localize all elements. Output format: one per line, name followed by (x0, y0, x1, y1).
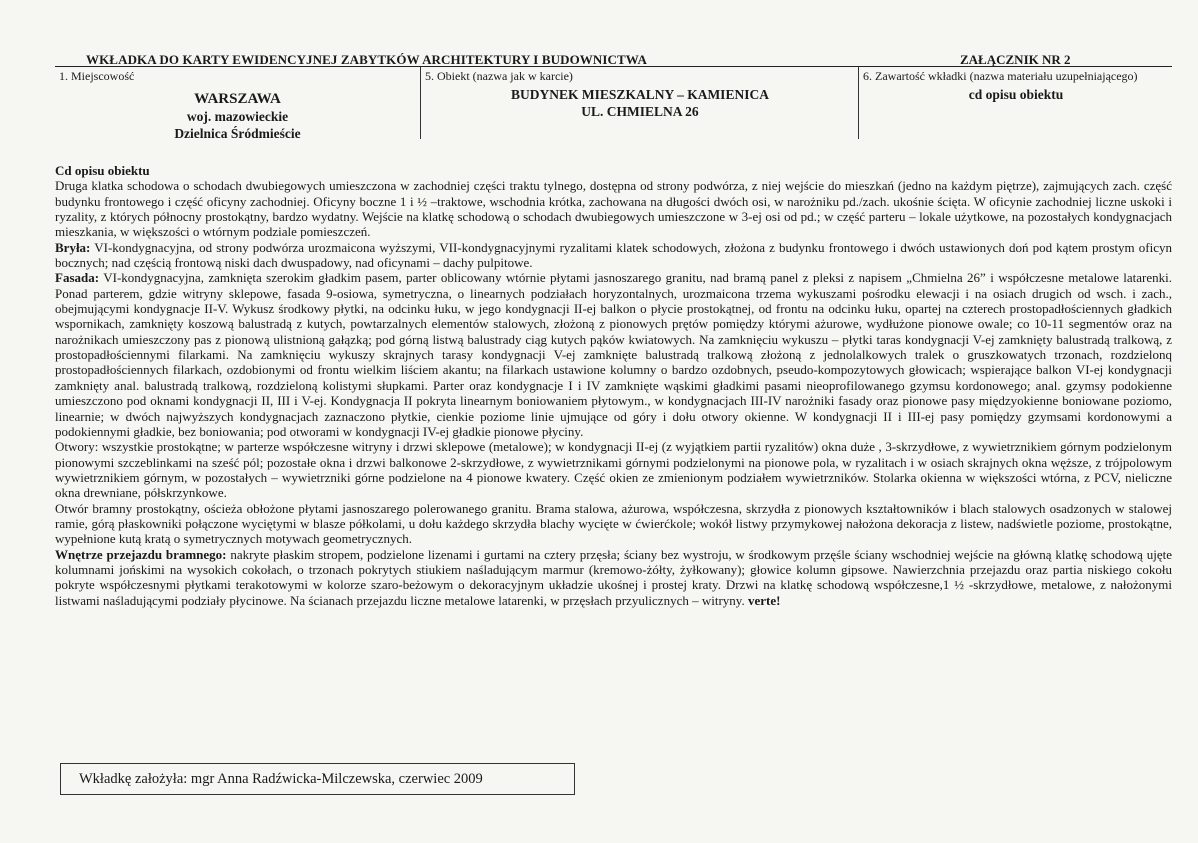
author-note-box (60, 763, 575, 795)
intro-paragraph: Druga klatka schodowa o schodach dwubiegowych umieszczona w zachodniej części traktu tylnego, dostępna od strony podwórza, z niej wejście do mieszkań (jedno na każdym piętrze), zajmujących zach. część budynku frontowego i część oficyny zachodniej. Oficyny boczne 1 i ½ –traktowe, wschodnia krótka, zachowana na długości dwóch osi, w narożniku pd./zach. ukośnie ścięta. W oficynie zachodniej liczne uskoki i ryzality, z których północny prostokątny, bardzo wydatny. Wejście na klatkę schodową o schodach dwubiegowych umieszczone w 3-ej osi od pd.; w część parteru – lokale użytkowe, na pozostałych kondygnacjach mieszkania, w większości o wtórnym podziale pomieszczeń. (55, 178, 1172, 240)
wnetrze-paragraph (55, 547, 1172, 608)
locality-label: 1. Miejscowość (59, 69, 135, 83)
bryla-heading: Bryła: (55, 239, 91, 255)
document-title: WKŁADKA DO KARTY EWIDENCYJNEJ ZABYTKÓW ARCHITEKTURY I BUDOWNICTWA (86, 52, 647, 67)
otwor-bramny-paragraph: Otwór bramny prostokątny, ościeża obłożone płytami jasnoszarego polerowanego granitu. Brama stalowa, ażurowa, współczesna, skrzydła z pionowych kształtowników i blach stalowych osadzonych w stalowej ramie, górą płaskowniki połączone wyciętymi w blasze półkolami, u dołu każdego skrzydła blachy wycięte w ćwierćkole; wokół listwy przymykowej nałożona dekoracja z listew, nadświetle poziome, prostokątne, wypełnione kutą kratą o symetrycznych motywach geometrycznych. (55, 500, 1172, 547)
bryla-text: VI-kondygnacyjna, od strony podwórza urozmaicona wyższymi, VII-kondygnacyjnymi ryzalitami klatek schodowych, złożona z budynku frontowego i dwóch ustawionych doń pod kątem prostym oficyn bocznych; nad częścią frontową niski dach dwuspadowy, nad oficynami – dachy pulpitowe. (55, 239, 1172, 271)
content-value: cd opisu obiektu (968, 87, 1064, 102)
bryla-paragraph (55, 240, 1172, 271)
description-body (55, 163, 1172, 608)
locality-district: Dzielnica Śródmieście (174, 126, 301, 141)
section-heading: Cd opisu obiektu (55, 163, 150, 178)
locality-city: WARSZAWA (194, 91, 281, 107)
object-address: UL. CHMIELNA 26 (581, 104, 699, 119)
content-cell (858, 67, 1173, 139)
fasada-heading: Fasada: (55, 270, 100, 286)
wnetrze-text: nakryte płaskim stropem, podzielone lizenami i gurtami na cztery przęsła; ściany bez wystroju, w środkowym przęśle ściany wschodniej wejście na główną klatkę schodową ujęte kolumnami jońskimi na wysokich cokołach, o trzonach pokrytych stiukiem naśladującym marmur (kremowo-żółty, żyłkowany); głowice kolumn gipsowe. Nawierzchnia przejazdu oraz partia niskiego cokołu pokryte współczesnymi płytkami terakotowymi w kolorze szaro-beżowym o dekoracyjnym układzie ukośnej i prostej kraty. Drzwi na klatkę schodową współczesne,1 ½ -skrzydłowe, metalowe, z nałożonymi listwami naśladującymi podziały płycinowe. Na ścianach przejazdu liczne metalowe latarenki, w przęsłach przyulicznych – witryny. (55, 546, 1172, 608)
content-label: 6. Zawartość wkładki (nazwa materiału uzupełniającego) (863, 69, 1138, 83)
object-cell (420, 67, 859, 139)
author-note: Wkładkę założyła: mgr Anna Radźwicka-Milczewska, czerwiec 2009 (79, 771, 483, 787)
object-name: BUDYNEK MIESZKALNY – KAMIENICA (511, 87, 769, 102)
fasada-text: VI-kondygnacyjna, zamknięta szerokim gładkim pasem, parter oblicowany wtórnie płytami jasnoszarego granitu, nad bramą panel z pleksi z napisem „Chmielna 26” i współczesne metalowe latarenki. Ponad parterem, gdzie witryny sklepowe, fasada 9-osiowa, symetryczna, o linearnych podziałach horyzontalnych, urozmaicona trzema wykuszami pośrodku elewacji i na osiach drugich od wsch. i zach., obejmującymi kondygnacje II-V. Wykusz środkowy płytki, na odcinku łuku, w jego kondygnacji II-ej balkon o płycie prostokątnej, od frontu na odcinku łuku, opartej na czterech prostopadłościennych gładkich wspornikach, zamknięty koszową balustradą z kutych, powtarzalnych elementów stalowych, złożoną z pionowych prętów pomiędzy którymi ażurowe, wydłużone pionowe owale; co 10-11 segmentów oraz na narożnikach umieszczony pas z pionową ulistnioną gałązką; pod górną listwą balustrady ciąg kutych pąków kwiatowych. Na zamknięciu wykuszu – płytki taras kondygnacji V-ej zamknięty balustradą tralkową, z prostopadłościennymi filarkami. Na zamknięciu wykuszy skrajnych tarasy kondygnacji V-ej zamknięte balustradą tralkową złożoną z jednolalkowych tralek o gruszkowatych trzonach, rozdzielonq prostopadłościennych filarkach, ozdobionymi od frontu wielkim liściem akantu; na filarkach ustawione kolumny o bardzo ozdobnych, pseudo-kompozytowych głowicach; wspierające balkon VI-ej kondygnacji zamknięty anal. balustradą tralkową, rozdzieloną kolistymi słupkami. Parter oraz kondygnacje I i IV zamknięte wąskimi gładkimi pasami nieoprofilowanego gzymsu kordonowego; anal. gzymsy podokienne umieszczono pod oknami kondygnacji II, III i V-ej. Kondygnacja II pokryta linearnym boniowaniem płytowym., w kondygnacjach III-IV narożniki fasady oraz pionowe pasy międzyokienne boniowane poziomo, linearnie; w dwóch najwyższych kondygnacjach zaznaczono płytkie, cienkie poziome linie ujmujące od góry i dołu otwory okienne. W kondygnacji II i III-ej pasy pomiędzy gzymsami kordonowymi a podokiennymi gładkie, bez boniowania; pod otworami w kondygnacji IV-ej gładkie pionowe płyciny. (55, 270, 1172, 439)
object-label: 5. Obiekt (nazwa jak w karcie) (425, 69, 573, 83)
header-table (55, 66, 1172, 141)
wnetrze-heading: Wnętrze przejazdu bramnego: (55, 546, 227, 562)
verte-note: verte! (747, 592, 781, 608)
annex-number: ZAŁĄCZNIK NR 2 (960, 52, 1071, 67)
otwory-paragraph: Otwory: wszystkie prostokątne; w parterze współczesne witryny i drzwi sklepowe (metalowe); w kondygnacji II-ej (z wyjątkiem partii ryzalitów) okna duże , 3-skrzydłowe, z wywietrznikiem górnym podzielonym pionowymi szczeblinkami na sześć pól; pozostałe okna i drzwi balkonowe 2-skrzydłowe, z wywietrznikami górnymi podzielonymi na pionowe pola, w ryzalitach i w osiach skrajnych okna węższe, z trójpolowym wywietrznikiem górnym, w pozostałych – wywietrzniki górne podzielone na 4 pionowe kwatery. Część okien ze zmienionym podziałem wywietrzników. Stolarka okienna w większości wtórna, z PCV, nieliczne okna drewniane, półskrzynkowe. (55, 439, 1172, 501)
fasada-paragraph (55, 270, 1172, 439)
locality-voivodeship: woj. mazowieckie (186, 109, 289, 124)
locality-cell (55, 67, 420, 139)
